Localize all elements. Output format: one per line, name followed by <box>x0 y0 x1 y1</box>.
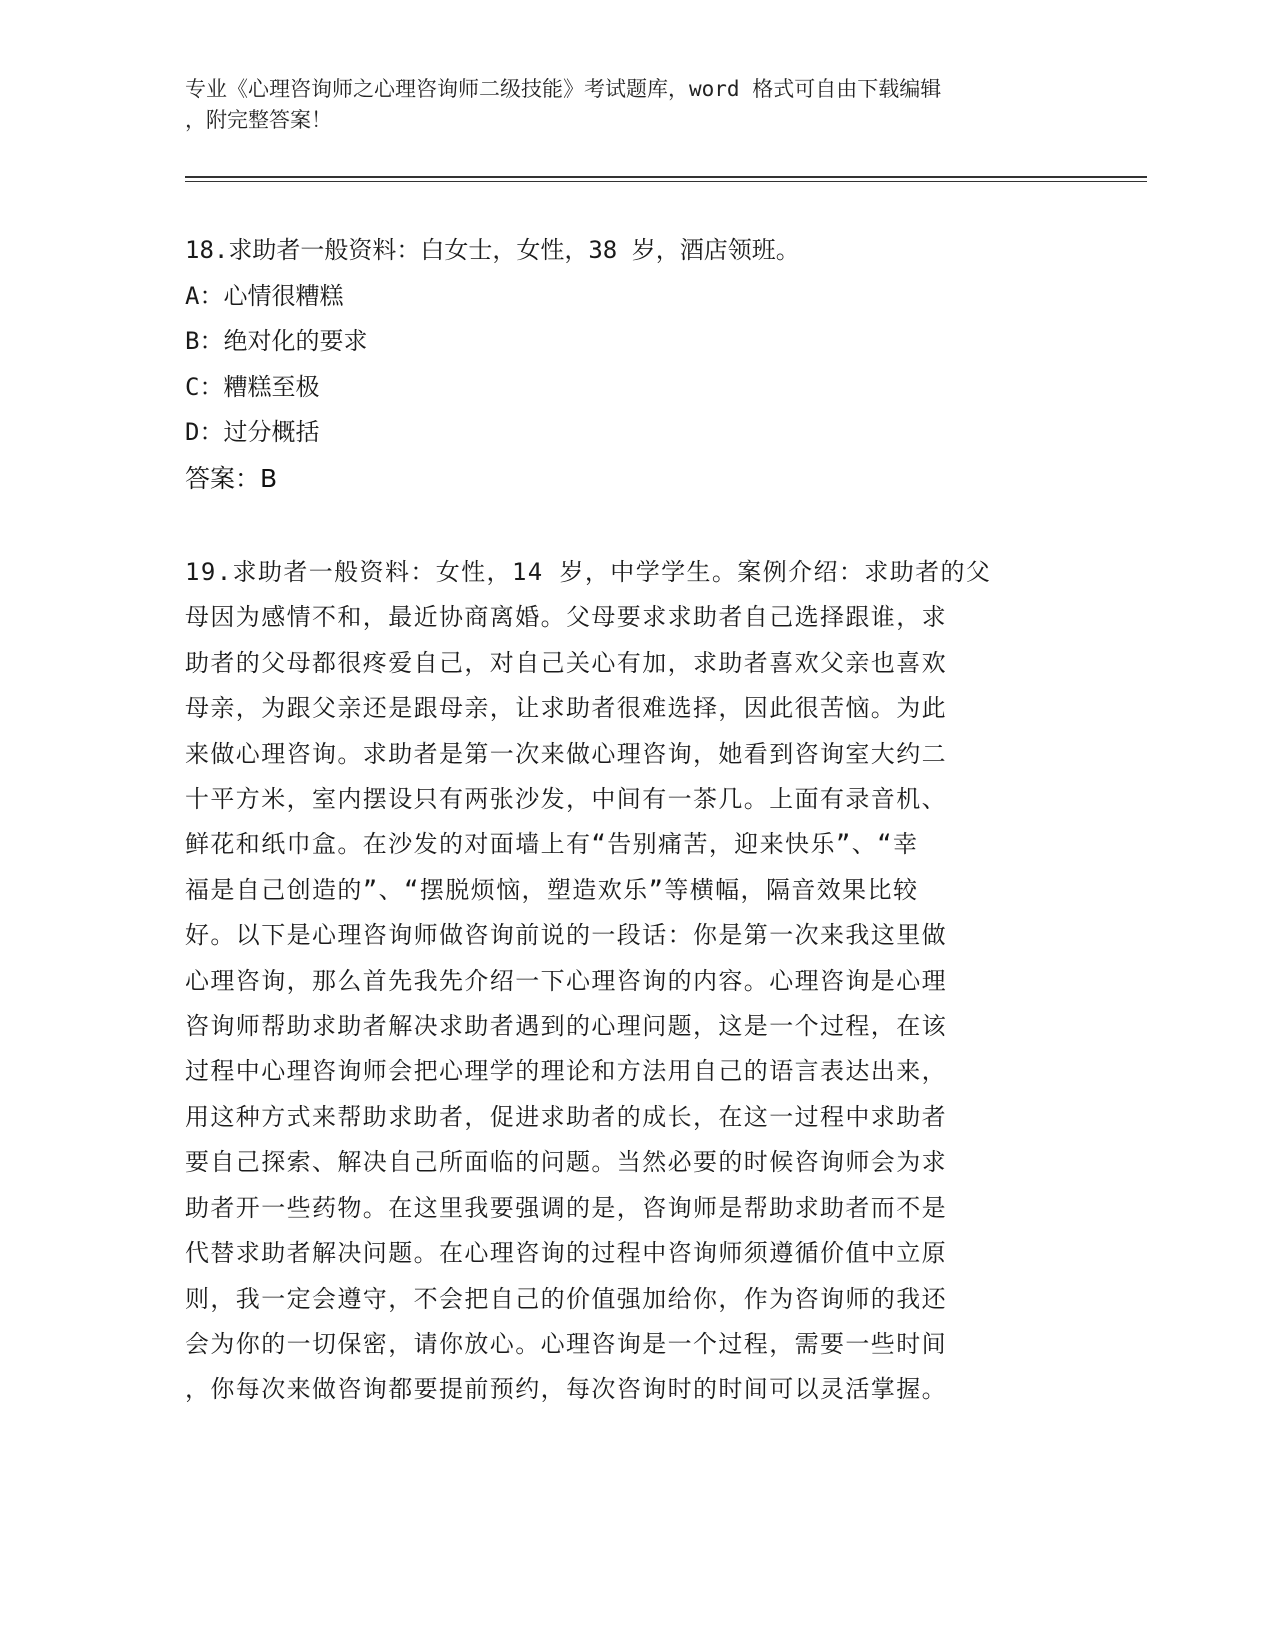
question-19-line: 代替求助者解决问题。在心理咨询的过程中咨询师须遵循价值中立原 <box>185 1239 947 1268</box>
question-19-line: 会为你的一切保密，请你放心。心理咨询是一个过程，需要一些时间 <box>185 1329 947 1358</box>
question-18 <box>185 228 800 501</box>
question-19-line: 来做心理咨询。求助者是第一次来做心理咨询，她看到咨询室大约二 <box>185 739 947 768</box>
header-divider-thin <box>185 181 1147 182</box>
question-19-line: 心理咨询，那么首先我先介绍一下心理咨询的内容。心理咨询是心理 <box>185 966 947 995</box>
question-19 <box>185 550 1085 1413</box>
question-18-option-c: C：糟糕至极 <box>185 372 320 401</box>
document-header <box>185 74 1065 136</box>
question-19-line: 咨询师帮助求助者解决求助者遇到的心理问题，这是一个过程，在该 <box>185 1012 947 1041</box>
question-19-line: 用这种方式来帮助求助者，促进求助者的成长，在这一过程中求助者 <box>185 1102 947 1131</box>
question-19-line: 要自己探索、解决自己所面临的问题。当然必要的时候咨询师会为求 <box>185 1148 947 1177</box>
question-19-line: 助者的父母都很疼爱自己，对自己关心有加，求助者喜欢父亲也喜欢 <box>185 648 947 677</box>
header-divider-thick <box>185 176 1147 178</box>
question-18-option-b: B：绝对化的要求 <box>185 327 368 355</box>
question-18-option-a: A：心情很糟糕 <box>185 281 344 310</box>
question-19-line: 好。以下是心理咨询师做咨询前说的一段话：你是第一次来我这里做 <box>185 921 947 950</box>
header-title-line-1: 专业《心理咨询师之心理咨询师二级技能》考试题库，word 格式可自由下载编辑 <box>185 77 942 101</box>
header-title-line-2: ，附完整答案！ <box>185 108 332 132</box>
question-19-line: 母因为感情不和，最近协商离婚。父母要求求助者自己选择跟谁，求 <box>185 603 947 632</box>
question-18-answer: 答案：B <box>185 463 278 493</box>
question-19-line: 十平方米，室内摆设只有两张沙发，中间有一茶几。上面有录音机、 <box>185 785 947 814</box>
question-19-line: 19.求助者一般资料：女性，14 岁，中学学生。案例介绍：求助者的父 <box>185 558 992 586</box>
question-18-option-d: D：过分概括 <box>185 418 320 446</box>
question-19-line: 福是自己创造的”、“摆脱烦恼，塑造欢乐”等横幅，隔音效果比较 <box>185 875 919 904</box>
question-19-line: 助者开一些药物。在这里我要强调的是，咨询师是帮助求助者而不是 <box>185 1193 947 1222</box>
question-19-line: ，你每次来做咨询都要提前预约，每次咨询时的时间可以灵活掌握。 <box>185 1375 947 1404</box>
question-19-line: 过程中心理咨询师会把心理学的理论和方法用自己的语言表达出来， <box>185 1057 947 1086</box>
question-19-line: 母亲，为跟父亲还是跟母亲，让求助者很难选择，因此很苦恼。为此 <box>185 694 947 723</box>
question-19-line: 则，我一定会遵守，不会把自己的价值强加给你，作为咨询师的我还 <box>185 1284 947 1313</box>
question-19-line: 鲜花和纸巾盒。在沙发的对面墙上有“告别痛苦，迎来快乐”、“幸 <box>185 830 919 859</box>
question-18-stem: 18.求助者一般资料：白女士，女性，38 岁，酒店领班。 <box>185 236 800 264</box>
